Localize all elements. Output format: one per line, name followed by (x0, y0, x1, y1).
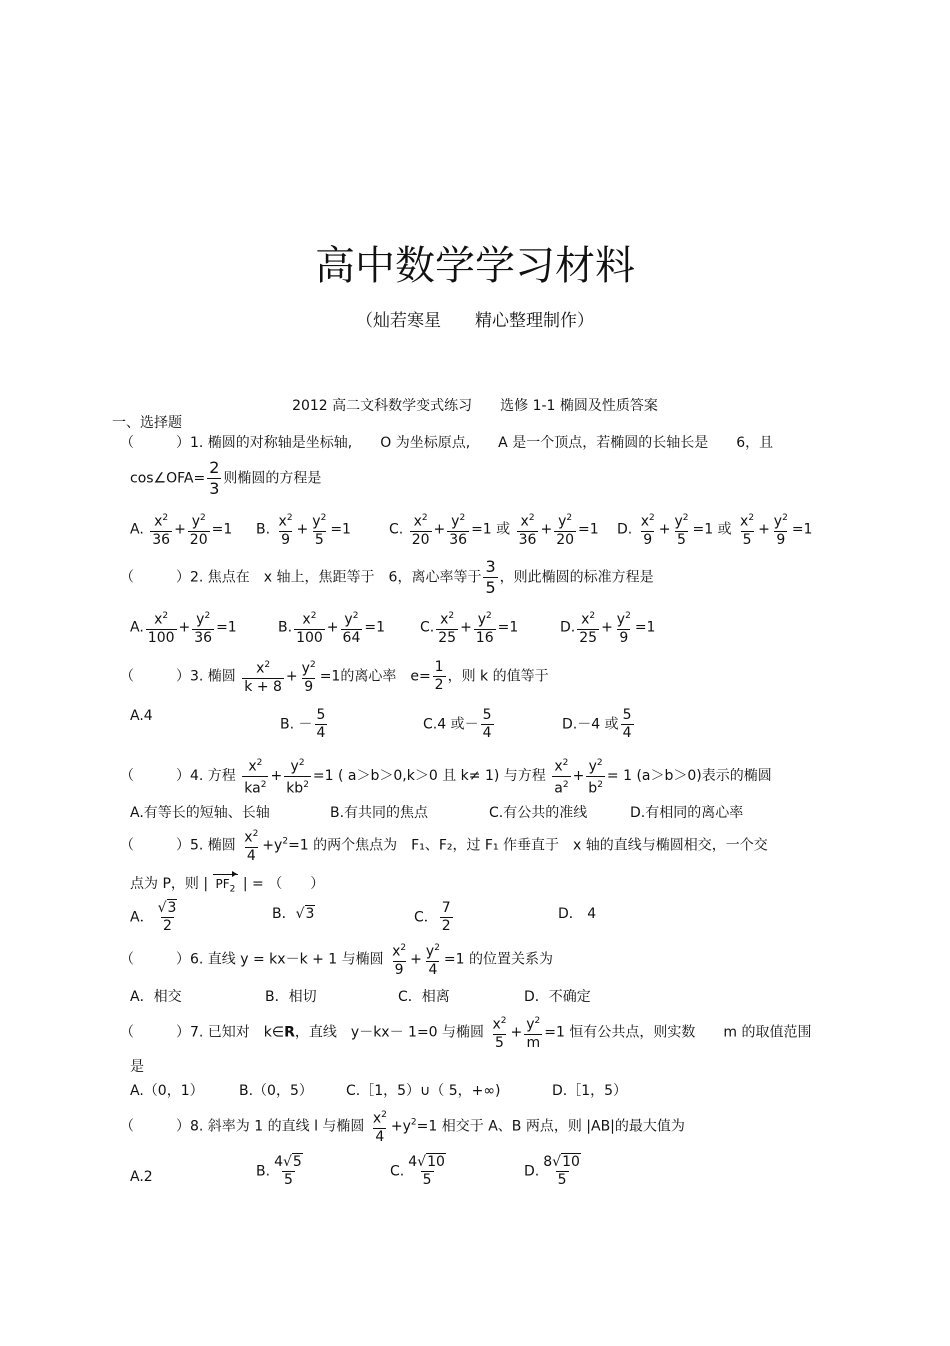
q7-option-a: A.（0，1） (130, 1083, 204, 1099)
pf2-vector: $PF_2$ (213, 874, 239, 898)
q1-option-d: D. $\frac{x^2}{9}$ + $\frac{y^2}{5}$ =1 或 $\frac{x^2}{5}$ + $\frac{y^2}{9}$ =1 (617, 513, 813, 548)
q4-option-d: D.有相同的离心率 (630, 805, 744, 821)
q7-option-c: C.［1，5）∪（ 5，+∞) (346, 1083, 501, 1099)
q8-option-a: A.2 (130, 1169, 153, 1185)
q4-option-b: B.有共同的焦点 (330, 805, 429, 821)
q6-option-b: B．相切 (265, 989, 317, 1005)
q2-option-c: C. $\frac{x^2}{25}$ + $\frac{y^2}{16}$ =1 (420, 611, 519, 646)
q2-stem: （ ）2. 焦点在 x 轴上，焦距等于 6，离心率等于 $\frac{3}{5}$ ，则此椭圆的标准方程是 (120, 557, 654, 597)
q7-option-d: D.［1，5） (552, 1083, 628, 1099)
q5-stem-line2: 点为 P，则 | $PF_2$ | = （ ） (130, 874, 324, 898)
q3-option-d: D.－4 或 $\frac{5}{4}$ (562, 707, 632, 741)
q5-option-c: C． $\frac{7}{2}$ (414, 900, 451, 934)
q3-option-a: A.4 (130, 708, 153, 724)
q8-option-c: C. $\frac{4√10}{5}$ (390, 1154, 445, 1188)
q1-option-b: B. $\frac{x^2}{9}$ + $\frac{y^2}{5}$ =1 (256, 513, 351, 548)
q5-option-b: B．√3 (272, 906, 315, 922)
q6-option-d: D．不确定 (524, 989, 591, 1005)
q2-option-d: D. $\frac{x^2}{25}$ + $\frac{y^2}{9}$ =1 (560, 611, 656, 646)
q5-stem: （ ）5. 椭圆 $\frac{x^2}{4}$ $+y^2=1$ 的两个焦点为 F₁、F₂，过 F₁ 作垂直于 x 轴的直线与椭圆相交，一个交 (120, 829, 768, 864)
q4-stem: （ ）4. 方程 $\frac{x^2}{ka^2}$ + $\frac{y^2}{kb^2}$ =1 ( a＞b＞0,k＞0 且 k≠ 1) 与方程 $\frac{x^2}{a^2}$ + $\frac{y^2}{b^2}$ = 1 (a＞b＞0)表示的椭圆 (120, 758, 772, 797)
q4-option-c: C.有公共的准线 (489, 805, 588, 821)
q1-option-c: C. $\frac{x^2}{20}$ + $\frac{y^2}{36}$ =1 或 $\frac{x^2}{36}$ + $\frac{y^2}{20}$ =1 (389, 513, 599, 548)
q3-option-b: B. － $\frac{5}{4}$ (280, 707, 326, 741)
q8-option-d: D. $\frac{8√10}{5}$ (524, 1154, 580, 1188)
worksheet-heading: 2012 高二文科数学变式练习 选修 1-1 椭圆及性质答案 (292, 398, 658, 414)
q6-stem: （ ）6. 直线 y = kx－k + 1 与椭圆 $\frac{x^2}{9}$ + $\frac{y^2}{4}$ =1 的位置关系为 (120, 943, 554, 978)
q8-stem: （ ）8. 斜率为 1 的直线 l 与椭圆 $\frac{x^2}{4}$ $+y^2=1$ 相交于 A、B 两点，则 |AB|的最大值为 (120, 1110, 685, 1145)
q7-option-b: B.（0，5） (239, 1083, 313, 1099)
q8-option-b: B. $\frac{4√5}{5}$ (256, 1154, 302, 1188)
q6-option-a: A．相交 (130, 989, 182, 1005)
section-heading: 一、选择题 (112, 415, 182, 431)
page-subtitle: （灿若寒星 精心整理制作） (356, 311, 594, 331)
q6-option-c: C．相离 (398, 989, 450, 1005)
q7-stem: （ ）7. 已知对 k∈R，直线 y－kx－ 1=0 与椭圆 $\frac{x^2}{5}$ + $\frac{y^2}{m}$ =1 恒有公共点，则实数 m 的取值范围 (120, 1016, 812, 1051)
q1-stem: （ ）1. 椭圆的对称轴是坐标轴, O 为坐标原点, A 是一个顶点，若椭圆的长轴长是 6，且 (120, 435, 774, 451)
q1-option-a: A. $\frac{x^2}{36}$ + $\frac{y^2}{20}$ =1 (130, 513, 233, 548)
q3-option-c: C.4 或－ $\frac{5}{4}$ (423, 707, 492, 741)
page-title: 高中数学学习材料 (315, 243, 635, 289)
q4-option-a: A.有等长的短轴、长轴 (130, 805, 270, 821)
q2-option-b: B. $\frac{x^2}{100}$ + $\frac{y^2}{64}$ =1 (278, 611, 385, 646)
q5-option-d: D． 4 (558, 906, 597, 922)
q3-stem: （ ）3. 椭圆 $\frac{x^2}{k + 8}$ + $\frac{y^2}{9}$ =1的离心率 e= $\frac{1}{2}$ ，则 k 的值等于 (120, 658, 549, 695)
q7-stem-line2: 是 (130, 1059, 144, 1075)
q5-option-a: A． $\frac{√3}{2}$ (130, 900, 177, 934)
q2-option-a: A. $\frac{x^2}{100}$ + $\frac{y^2}{36}$ =1 (130, 611, 237, 646)
q1-cos-line: cos∠OFA= $\frac{2}{3}$ 则椭圆的方程是 (130, 458, 322, 498)
